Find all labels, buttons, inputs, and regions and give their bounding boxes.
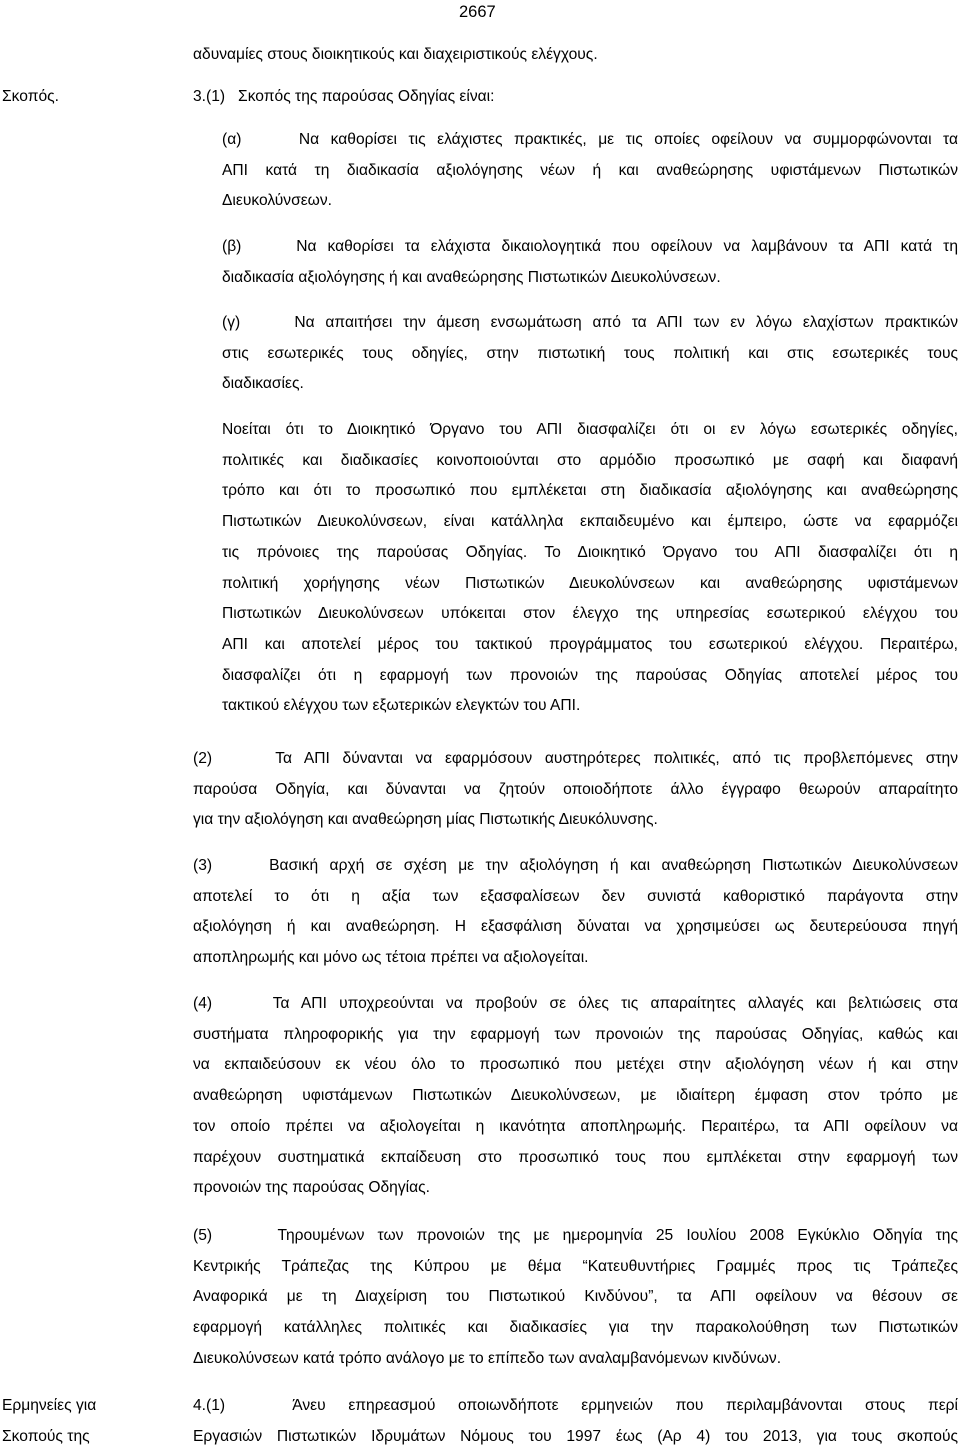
proviso-line: τακτικού ελέγχου των εξωτερικών ελεγκτών του ΑΠΙ.	[222, 697, 581, 715]
item-b-line: διαδικασία αξιολόγησης ή και αναθεώρησης Πιστωτικών Διευκολύνσεων.	[222, 268, 721, 286]
subsection-2-line: για την αξιολόγηση και αναθεώρηση μίας Πιστωτικής Διευκόλυνσης.	[193, 811, 658, 829]
section-3-heading: 3.(1) Σκοπός της παρούσας Οδηγίας είναι:	[193, 88, 495, 105]
item-a	[222, 125, 958, 217]
subsection-4	[193, 989, 958, 1204]
subsection-4-line: να εκπαιδεύσουν εκ νέου όλο το προσωπικό που μετέχει στην αξιολόγηση νέων ή και στην	[193, 1056, 958, 1074]
subsection-5	[193, 1221, 958, 1375]
item-a-line: (α) Να καθορίσει τις ελάχιστες πρακτικές, με τις οποίες οφείλουν να συμμορφώνονται τα	[222, 131, 958, 148]
intro-line: αδυναμίες στους διοικητικούς και διαχειριστικούς ελέγχους.	[193, 46, 598, 63]
proviso-line: διασφαλίζει ότι η εφαρμογή των προνοιών της παρούσας Οδηγίας αποτελεί μέρος του	[222, 666, 958, 684]
subsection-3-line: αξιολόγηση ή και αναθεώρηση. Η εξασφάλιση δύναται να χρησιμεύσει ως δευτερεύουσα πηγή	[193, 918, 958, 936]
subsection-2-line: (2) Τα ΑΠΙ δύνανται να εφαρμόσουν αυστηρότερες πολιτικές, από τις προβλεπόμενες στην	[193, 750, 958, 767]
subsection-5-line: εφαρμογή κατάλληλες πολιτικές και διαδικασίες για την παρακολούθηση των Πιστωτικών	[193, 1319, 958, 1337]
subsection-3-line: (3) Βασική αρχή σε σχέση με την αξιολόγηση ή και αναθεώρηση Πιστωτικών Διευκολύνσεων	[193, 857, 958, 874]
subsection-3	[193, 851, 958, 974]
subsection-4-line: παρέχουν συστηματικά εκπαίδευση στο προσωπικό τους που εμπλέκεται στην εφαρμογή των	[193, 1148, 958, 1166]
subsection-4-line: τον οποίο πρέπει να αξιολογείται η ικανότητα αποπληρωμής. Περαιτέρω, τα ΑΠΙ οφείλουν να	[193, 1117, 958, 1135]
proviso-line: ΑΠΙ και αποτελεί μέρος του τακτικού προγράμματος του εσωτερικού ελέγχου. Περαιτέρω,	[222, 635, 958, 653]
item-c-line: στις εσωτερικές τους οδηγίες, στην πιστωτική τους πολιτική και στις εσωτερικές τους	[222, 344, 958, 362]
proviso-line: Πιστωτικών Διευκολύνσεων, είναι κατάλληλα εκπαιδευμένο και έμπειρο, ώστε να εφαρμόζει	[222, 513, 958, 531]
subsection-5-line: (5) Τηρουμένων των προνοιών της με ημερομηνία 25 Ιουλίου 2008 Εγκύκλιο Οδηγία της	[193, 1227, 958, 1244]
subsection-4-line: προνοιών της παρούσας Οδηγίας.	[193, 1179, 430, 1197]
proviso-line: πολιτική χορήγησης νέων Πιστωτικών Διευκολύνσεων και αναθεώρησης υφιστάμενων	[222, 574, 958, 592]
subsection-5-line: Κεντρικής Τράπεζας της Κύπρου με θέμα “Κατευθυντήριες Γραμμές προς τις Τράπεζες	[193, 1257, 958, 1275]
item-a-line: ΑΠΙ κατά τη διαδικασία αξιολόγησης νέων ή και αναθεώρησης υφιστάμενων Πιστωτικών	[222, 161, 958, 179]
page-number: 2667	[459, 3, 496, 21]
section-4-line: Εργασιών Πιστωτικών Ιδρυμάτων Νόμους του 1997 έως (Αρ 4) του 2013, για τους σκοπούς	[193, 1427, 958, 1445]
item-c-line: (γ) Να απαιτήσει την άμεση ενσωμάτωση από τα ΑΠΙ των εν λόγω ελαχίστων πρακτικών	[222, 314, 958, 331]
subsection-4-line: συστήματα πληροφορικής για την εφαρμογή των προνοιών της παρούσας Οδηγίας, καθώς και	[193, 1025, 958, 1043]
subsection-5-line: Αναφορικά με τη Διαχείριση του Πιστωτικού Κινδύνου”, τα ΑΠΙ οφείλουν να θέσουν σε	[193, 1288, 958, 1306]
margin-note-line: Ερμηνείες για	[2, 1397, 97, 1414]
proviso-line: τρόπο και ότι το προσωπικό που εμπλέκεται στη διαδικασία αξιολόγησης και αναθεώρησης	[222, 482, 958, 500]
proviso-paragraph	[222, 415, 958, 722]
proviso-line: τις πρόνοιες της παρούσας Οδηγίας. Το Διοικητικό Όργανο του ΑΠΙ διασφαλίζει ότι η	[222, 543, 958, 561]
subsection-3-line: αποπληρωμής και μόνο ως τέτοια πρέπει να αξιολογείται.	[193, 949, 589, 967]
margin-note-purpose	[2, 82, 59, 113]
subsection-5-line: Διευκολύνσεων κατά τρόπο ανάλογο με το επίπεδο των αναλαμβανόμενων κινδύνων.	[193, 1349, 782, 1367]
item-a-line: Διευκολύνσεων.	[222, 192, 332, 210]
margin-note-line: Σκοπός.	[2, 88, 59, 105]
margin-note-interpretations	[2, 1391, 96, 1452]
subsection-4-line: (4) Τα ΑΠΙ υποχρεούνται να προβούν σε όλες τις απαραίτητες αλλαγές και βελτιώσεις στα	[193, 995, 958, 1012]
section-4	[193, 1391, 958, 1452]
margin-note-line: Σκοπούς της	[2, 1427, 90, 1445]
item-c-line: διαδικασίες.	[222, 375, 304, 393]
item-b-line: (β) Να καθορίσει τα ελάχιστα δικαιολογητικά που οφείλουν να λαμβάνουν τα ΑΠΙ κατά τη	[222, 238, 958, 255]
proviso-line: πολιτικές και διαδικασίες κοινοποιούνται στο αρμόδιο προσωπικό με σαφή και διαφανή	[222, 451, 958, 469]
item-b	[222, 232, 958, 293]
subsection-4-line: αναθεώρηση υφιστάμενων Πιστωτικών Διευκολύνσεων, με ιδιαίτερη έμφαση στον τρόπο με	[193, 1087, 958, 1105]
subsection-2	[193, 744, 958, 836]
item-c	[222, 308, 958, 400]
proviso-line: Νοείται ότι το Διοικητικό Όργανο του ΑΠΙ διασφαλίζει ότι οι εν λόγω εσωτερικές οδηγίες,	[222, 421, 958, 438]
subsection-2-line: παρούσα Οδηγία, και δύνανται να ζητούν οποιοδήποτε άλλο έγγραφο θεωρούν απαραίτητο	[193, 780, 958, 798]
proviso-line: Πιστωτικών Διευκολύνσεων υπόκειται στον έλεγχο της υπηρεσίας εσωτερικού ελέγχου του	[222, 605, 958, 623]
subsection-3-line: αποτελεί το ότι η αξία των εξασφαλίσεων δεν συνιστά καθοριστικό παράγοντα στην	[193, 887, 958, 905]
section-4-line: 4.(1) Άνευ επηρεασμού οποιωνδήποτε ερμηνειών που περιλαμβάνονται στους περί	[193, 1397, 958, 1414]
